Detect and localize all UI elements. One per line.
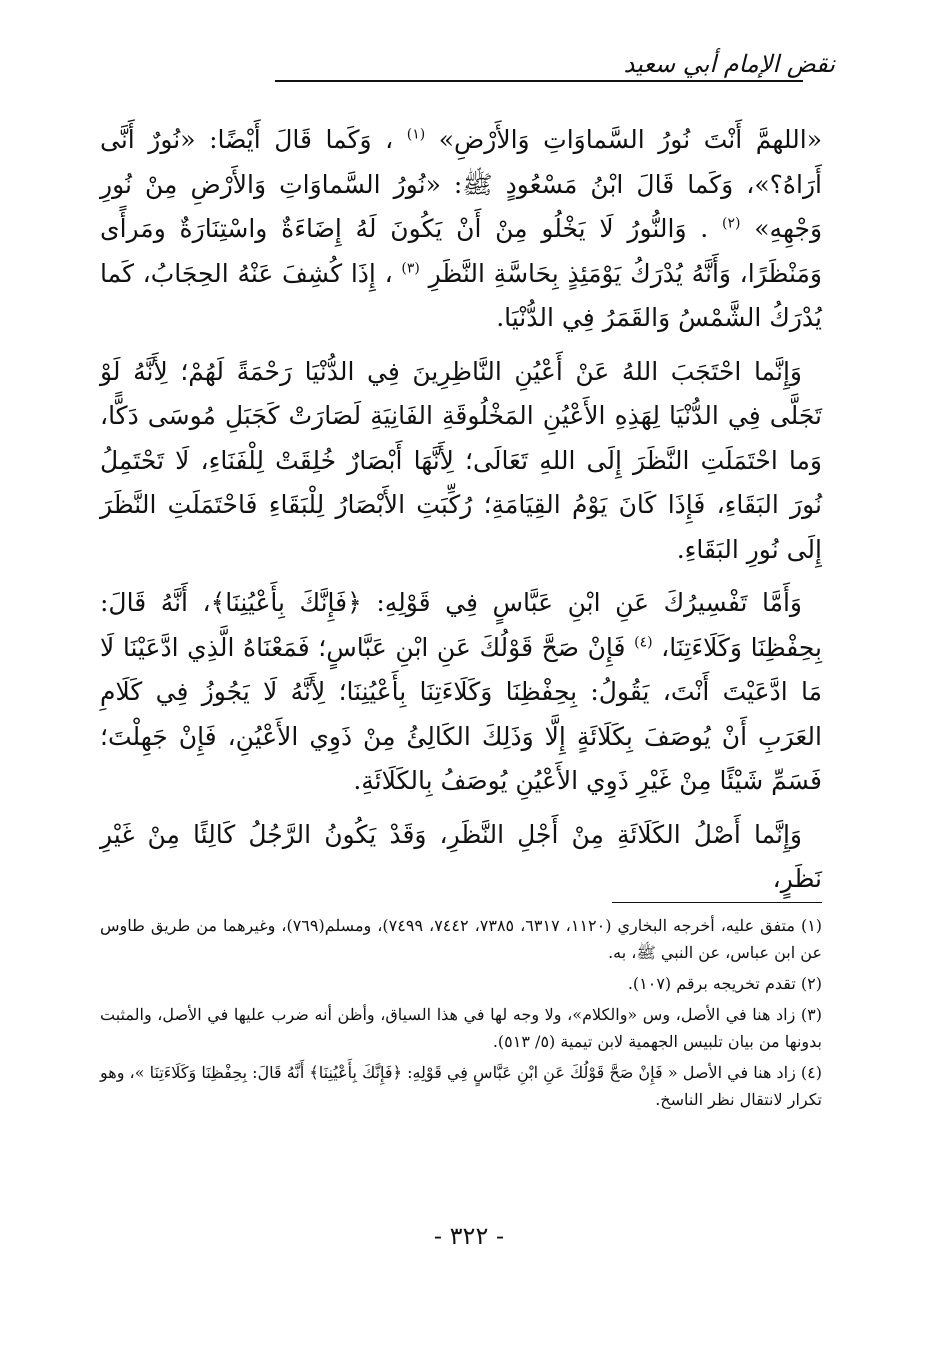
footnote-1: (١) متفق عليه، أخرجه البخاري (١١٢٠، ٦٣١٧، ٧٣٨٥، ٧٤٤٢، ٧٤٩٩)، ومسلم(٧٦٩)، وغيرهما من طريق طاوس عن ابن عباس، عن النبي ﷺ، به. [100, 916, 823, 962]
footnote-ref-2: (٢) [722, 215, 741, 232]
footnote-4: (٤) زاد هنا في الأصل « فَإِنْ صَحَّ قَوْلُكَ عَنِ ابْنِ عَبَّاسٍ فِي قَوْلِهِ: ﴿فَإِنَّكَ بِأَعْيُنِنَا﴾ أَنَّهُ قَالَ: بِحِفْظِنَا وَكَلَاءَتِنَا »، وهو تكرار لانتقال نظر الناسخ. [100, 1063, 823, 1109]
footnote-ref-3: (٣) [401, 260, 420, 277]
paragraph-1-text-d: ، إِذَا كُشِفَ عَنْهُ الحِجَابُ، كَما يُدْرَكُ الشَّمْسُ وَالقَمَرُ فِي الدُّنْيَا. [100, 258, 822, 332]
paragraph-4 [100, 813, 822, 902]
paragraph-1-text-b: ، وَكَما قَالَ أَيْضًا: «نُورٌ أَنَّى أَرَاهُ؟»، وَكَما قَالَ ابْنُ مَسْعُودٍ ﷺ: «نُورُ السَّماوَاتِ وَالأَرْضِ مِنْ نُورِ وَجْهِهِ» [100, 125, 823, 243]
paragraph-2 [100, 350, 822, 573]
paragraph-3-text-b: فَإِنْ صَحَّ قَوْلُكَ عَنِ ابْنِ عَبَّاسٍ؛ فَمَعْنَاهُ الَّذِي ادَّعَيْنَا لَا مَا ادَّعَيْتَ أَنْتَ، يَقُولُ: بِحِفْظِنَا وَكَلَاءَتِنَا بِأَعْيُنِنَا؛ لِأَنَّهُ لَا يَجُوزُ فِي كَلَامِ العَرَبِ أَنْ يُوصَفَ بِكَلَائَةٍ إِلَّا وَذَلِكَ الكَالِئُ مِنْ ذَوِي الأَعْيُنِ، فَإِنْ جَهِلْتَ؛ فَسَمِّ شَيْئًا مِنْ غَيْرِ ذَوِي الأَعْيُنِ يُوصَفُ بِالكَلَائَةِ. [100, 632, 822, 795]
paragraph-1-text-c: . وَالنُّورُ لَا يَخْلُو مِنْ أَنْ يَكُونَ لَهُ إِضَاءَةٌ واسْتِنَارَةٌ ومَرأًى وَمَنْظَرًا، وَأَنَّهُ يُدْرَكُ يَوْمَئِذٍ بِحَاسَّةِ النَّظَرِ [100, 214, 822, 288]
page-number: - ٣٢٢ - [433, 1222, 505, 1250]
paragraph-1 [100, 118, 822, 341]
paragraph-3 [100, 581, 822, 804]
footnote-3: (٣) زاد هنا في الأصل، وس «والكلام»، ولا وجه لها في هذا السياق، وأظن أنه ضرب عليها في الأصل، والمثبت بدونها من بيان تلبيس الجهمية لابن تيمية (٥/ ٥١٣). [100, 1005, 822, 1051]
footnote-2: (٢) تقدم تخريجه برقم (١٠٧). [627, 974, 822, 993]
footnotes [100, 912, 822, 1117]
paragraph-2-text: وَإِنَّما احْتَجَبَ اللهُ عَنْ أَعْيُنِ النَّاظِرِينَ فِي الدُّنْيَا رَحْمَةً لَهُمْ؛ لِأَنَّهُ لَوْ تَجَلَّى فِي الدُّنْيَا لِهَذِهِ الأَعْيُنِ المَخْلُوقَةِ الفَانِيَةِ لَصَارَتْ كَجَبَلِ مُوسَى دَكًّا، وَما احْتَمَلَتِ النَّظَرَ إِلَى اللهِ تَعَالَى؛ لِأَنَّهَا أَبْصَارٌ خُلِقَتْ لِلْفَنَاءِ، لَا تَحْتَمِلُ نُورَ البَقَاءِ، فَإِذَا كَانَ يَوْمُ القِيَامَةِ؛ رُكِّبَتِ الأَبْصَارُ لِلْبَقَاءِ فَاحْتَمَلَتِ النَّظَرَ إِلَى نُورِ البَقَاءِ. [100, 356, 822, 564]
running-header: نقض الإمام أبي سعيد [623, 50, 835, 78]
footnote-rule [612, 902, 822, 903]
main-text [100, 118, 822, 911]
paragraph-4-text: وَإِنَّما أَصْلُ الكَلَائَةِ مِنْ أَجْلِ النَّظَرِ، وَقَدْ يَكُونُ الرَّجُلُ كَالِئًا مِنْ غَيْرِ نَظَرٍ، [100, 819, 822, 893]
header-rule [275, 80, 803, 82]
paragraph-1-text-a: «اللهمَّ أَنْتَ نُورُ السَّماوَاتِ وَالأَرْضِ» [438, 125, 822, 154]
paragraph-3-text-a: وَأَمَّا تَفْسِيرُكَ عَنِ ابْنِ عَبَّاسٍ فِي قَوْلِهِ: ﴿فَإِنَّكَ بِأَعْيُنِنَا﴾، أَنَّهُ قَالَ: بِحِفْظِنَا وَكَلَاءَتِنَا، [100, 588, 822, 662]
footnote-ref-1: (١) [406, 126, 426, 143]
footnote-ref-4: (٤) [634, 634, 653, 651]
